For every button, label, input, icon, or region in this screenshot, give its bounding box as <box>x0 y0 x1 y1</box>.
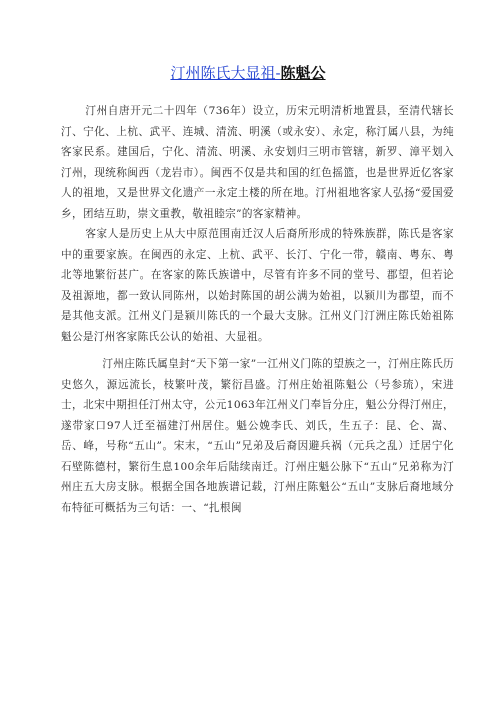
title-name: 陈魁公 <box>280 64 326 82</box>
paragraph-1: 汀州自唐开元二十四年（736年）设立，历宋元明清析地置县，至清代辖长汀、宁化、上杭、武平、连城、清流、明溪（或永安）、永定，称汀属八县，为纯客家民系。建国后，宁化、清流、明溪、永安划归三明市管辖，新罗、漳平划入汀州，现统称闽西（龙岩市）。闽西不仅是共和国的红色摇篮，也是世界近亿客家人的祖地，又是世界文化遗产一永定土楼的所在地。汀州祖地客家人弘扬“爱国爱乡，团结互助，崇文重教，敬祖睦宗”的客家精神。 <box>61 105 454 220</box>
article-body <box>61 101 454 518</box>
title-link[interactable]: 汀州陈氏大显祖- <box>170 64 281 82</box>
paragraph-2: 客家人是历史上从大中原范围南迁汉人后裔所形成的特殊族群，陈氏是客家中的重要家族。在闽西的永定、上杭、武平、长汀、宁化一带，赣南、粤东、粤北等地繁衍甚广。在客家的陈氏族谱中，尽管有许多不同的堂号、郡望，但若论及祖源地，都一致认同陈州，以始封陈国的胡公满为始祖，以颍川为郡望，而不是其他支派。江州义门是颍川陈氏的一个最大支脉。江州义门汀洲庄陈氏始祖陈魁公是汀州客家陈氏公认的始祖、大显祖。 <box>61 228 454 343</box>
page-title <box>0 62 496 84</box>
paragraph-3: 汀州庄陈氏属皇封“天下第一家”一江州义门陈的望族之一，汀州庄陈氏历史悠久，源远流长，枝繁叶茂，繁衍昌盛。汀州庄始祖陈魁公（号参琉），宋进士，北宋中期担任汀州太守，公元1063年江州义门奉旨分庄，魁公分得汀州庄，遂带家口97人迁至福建汀州居住。魁公娩李氏、刘氏，生五子：昆、仑、嵩、岳、峰，号称“五山”。宋末，“五山”兄弟及后裔因避兵祸（元兵之乱）迁居宁化石壁陈德村，繁衍生息100余年后陆续南迁。汀州庄魁公脉下“五山”兄弟称为汀州庄五大房支脉。根据全国各地族谱记载，汀州庄陈魁公“五山”支脉后裔地域分布特征可概括为三句话：一、“扎根闽 <box>61 358 454 514</box>
